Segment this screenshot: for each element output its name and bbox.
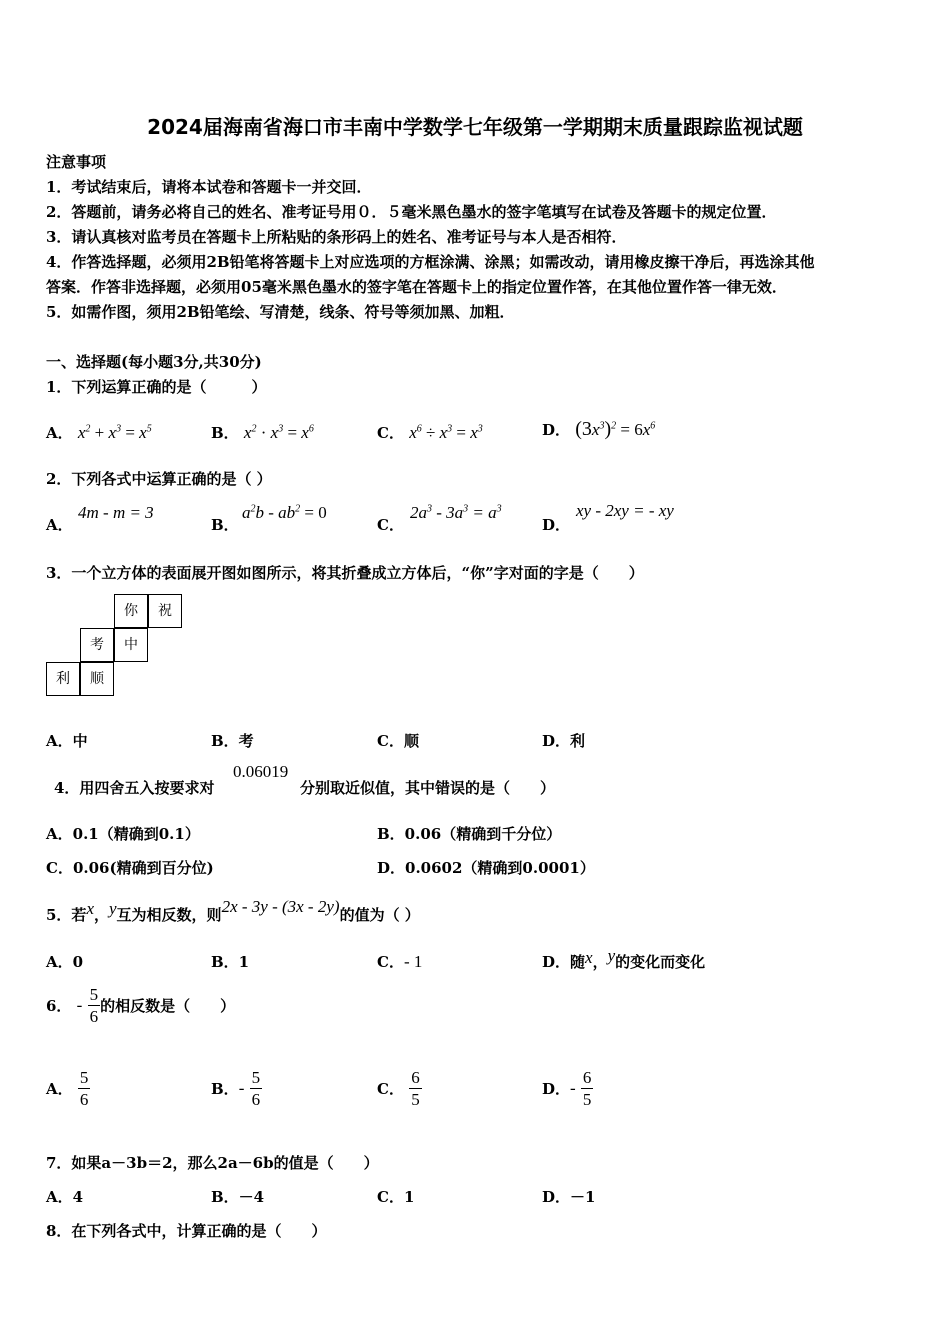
q5-expr: 2x - 3y - (3x - 2y) (221, 897, 340, 916)
q5-option-b[interactable]: B．1 (211, 953, 250, 971)
notice-item: 2．答题前，请务必将自己的姓名、准考证号用０．５毫米黑色墨水的签字笔填写在试卷及答题卡的规定位置． (46, 203, 777, 221)
question-2-stem: 2．下列各式中运算正确的是（ ） (46, 470, 272, 488)
option-label: D． (542, 421, 571, 439)
q2-b-expr: $a^2b - ab^2 = 0$ (242, 503, 327, 522)
q1-b-expr: $x^2 \cdot x^3 = x^6$ (243, 423, 314, 442)
q7-option-b[interactable]: B．－4 (211, 1188, 265, 1206)
q2-a-expr: 4m - m = 3 (78, 503, 154, 522)
q6-option-a[interactable]: A． $\frac{5}{6}$ (46, 1068, 89, 1109)
q7-option-c[interactable]: C．1 (377, 1188, 415, 1206)
net-cell: 利 (46, 662, 80, 696)
q3-option-b[interactable]: B．考 (211, 732, 254, 750)
q2-c-expr: $2a^3 - 3a^3 = a^3$ (410, 503, 502, 522)
q4-option-d[interactable]: D．0.0602（精确到0.0001） (377, 859, 595, 877)
question-4-stem-pre: 4．用四舍五入按要求对 (54, 779, 215, 797)
q4-number: 0.06019 (233, 762, 289, 781)
net-cell: 中 (114, 628, 148, 662)
q5-option-c[interactable]: C．- 1 (377, 952, 423, 971)
q4-option-c[interactable]: C．0.06(精确到百分位) (46, 859, 214, 877)
net-cell: 祝 (148, 594, 182, 628)
question-4-stem-post: 分别取近似值，其中错误的是（ ） (300, 779, 556, 797)
net-cell: 顺 (80, 662, 114, 696)
question-6-stem: 6． - $\frac{5}{6}$ 的相反数是（ ） (46, 985, 236, 1026)
q2-option-b-label[interactable]: B． (211, 516, 239, 534)
q1-option-b[interactable] (211, 422, 314, 443)
notice-item: 4．作答选择题，必须用2B铅笔将答题卡上对应选项的方框涂满、涂黑；如需改动，请用橡皮擦干净后，再选涂其他 (46, 253, 815, 271)
q2-d-expr: xy - 2xy = - xy (576, 501, 674, 520)
q5-option-d[interactable]: D．随x，y的变化而变化 (542, 946, 706, 971)
q6-option-c[interactable]: C． $\frac{6}{5}$ (377, 1068, 420, 1109)
question-1-stem: 1．下列运算正确的是（ ） (46, 378, 267, 396)
question-7-stem: 7．如果a－3b＝2，那么2a－6b的值是（ ） (46, 1154, 379, 1172)
notice-item: 3．请认真核对监考员在答题卡上所粘贴的条形码上的姓名、准考证号与本人是否相符． (46, 228, 627, 246)
q3-option-a[interactable]: A．中 (46, 732, 88, 750)
q3-option-c[interactable]: C．顺 (377, 732, 419, 750)
q1-c-expr: $x^6 \div x^3 = x^3$ (409, 423, 483, 442)
fraction: $\frac{5}{6}$ (89, 985, 99, 1026)
q4-option-a[interactable]: A．0.1（精确到0.1） (46, 825, 200, 843)
notice-item: 1．考试结束后，请将本试卷和答题卡一并交回． (46, 178, 372, 196)
option-label: C． (377, 424, 404, 442)
notice-item: 5．如需作图，须用2B铅笔绘、写清楚，线条、符号等须加黑、加粗． (46, 303, 515, 321)
q6-option-d[interactable]: D．- $\frac{6}{5}$ (542, 1068, 592, 1109)
notice-item: 答案．作答非选择题，必须用05毫米黑色墨水的签字笔在答题卡上的指定位置作答，在其他位置作答一律无效． (46, 278, 787, 296)
q4-option-b[interactable]: B．0.06（精确到千分位） (377, 825, 562, 843)
question-8-stem: 8．在下列各式中，计算正确的是（ ） (46, 1222, 327, 1240)
option-label: B． (211, 424, 239, 442)
option-label: A． (46, 424, 73, 442)
question-3-stem: 3．一个立方体的表面展开图如图所示，将其折叠成立方体后，“你”字对面的字是（ ） (46, 564, 644, 582)
section-heading: 一、选择题(每小题3分,共30分) (46, 353, 262, 371)
q2-option-a-label[interactable]: A． (46, 516, 73, 534)
q1-option-a[interactable] (46, 422, 152, 443)
q1-option-c[interactable] (377, 422, 483, 443)
q6-option-b[interactable]: B．- $\frac{5}{6}$ (211, 1068, 261, 1109)
net-cell: 考 (80, 628, 114, 662)
q5-option-a[interactable]: A．0 (46, 953, 84, 971)
cube-net-diagram (46, 594, 186, 700)
q1-a-expr: $x^2 + x^3 = x^5$ (77, 423, 152, 442)
page-title: 2024届海南省海口市丰南中学数学七年级第一学期期末质量跟踪监视试题 (147, 115, 803, 139)
q7-option-a[interactable]: A．4 (46, 1188, 84, 1206)
q2-option-d-label[interactable]: D． (542, 516, 571, 534)
net-cell: 你 (114, 594, 148, 628)
q2-option-c-label[interactable]: C． (377, 516, 404, 534)
notice-heading: 注意事项 (46, 153, 107, 171)
q3-option-d[interactable]: D．利 (542, 732, 586, 750)
q1-option-d[interactable] (542, 418, 655, 441)
q1-d-expr: $(3x^3)^2 = 6x^6$ (575, 418, 656, 440)
question-5-stem: 5．若x，y互为相反数，则2x - 3y - (3x - 2y)的值为（ ） (46, 897, 420, 924)
q7-option-d[interactable]: D．－1 (542, 1188, 596, 1206)
